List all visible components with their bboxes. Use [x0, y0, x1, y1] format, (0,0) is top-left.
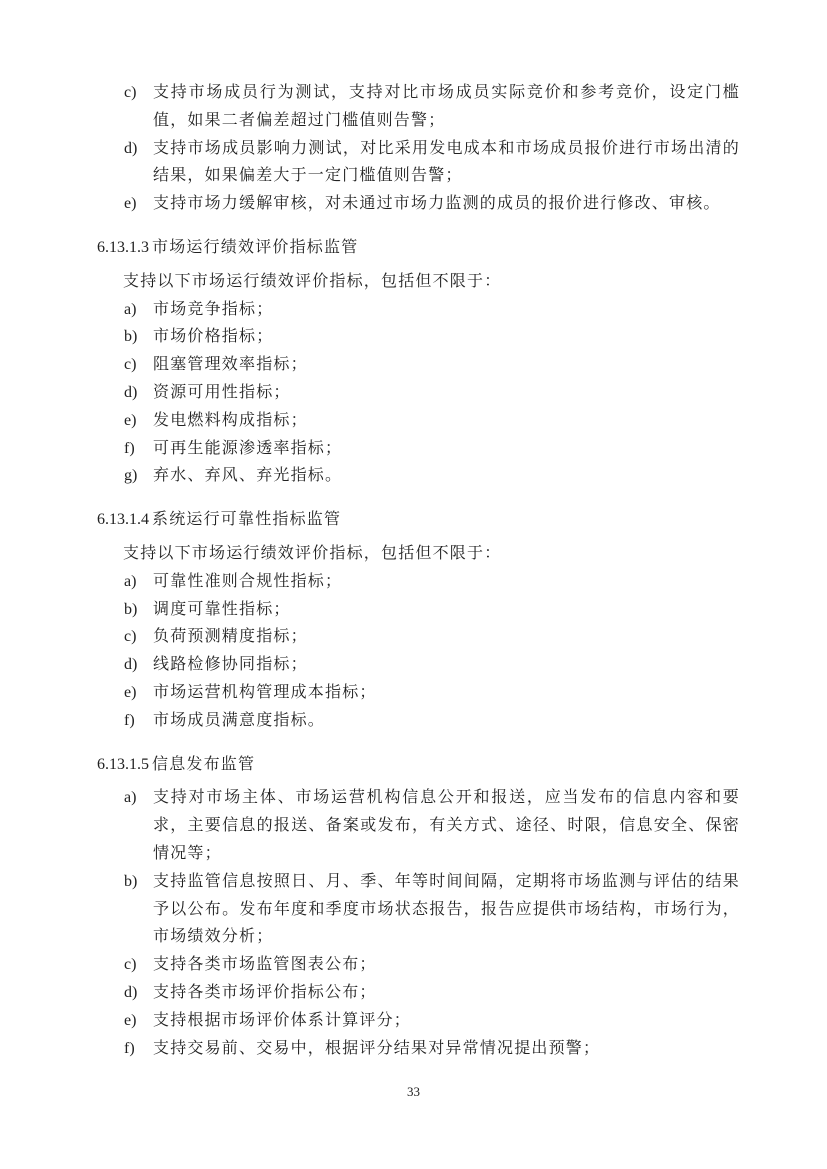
item-marker: c) — [124, 356, 137, 374]
item-marker: b) — [124, 328, 138, 346]
item-marker: e) — [124, 683, 137, 701]
item-text: 调度可靠性指标； — [153, 600, 291, 618]
section-title: 系统运行可靠性指标监管 — [152, 511, 342, 529]
list-item — [97, 379, 740, 407]
item-marker: d) — [124, 656, 138, 674]
item-text: 市场成员满意度指标。 — [153, 711, 326, 729]
item-marker: a) — [124, 789, 137, 807]
item-marker: c) — [124, 956, 137, 974]
list-item — [97, 323, 740, 351]
list-item — [97, 135, 740, 191]
list-item — [97, 651, 740, 679]
item-marker: f) — [124, 1039, 135, 1057]
list-item — [97, 407, 740, 435]
item-marker: c) — [124, 628, 137, 646]
item-marker: b) — [124, 872, 138, 890]
item-marker: g) — [124, 467, 138, 485]
item-text: 负荷预测精度指标； — [153, 628, 308, 646]
item-marker: b) — [124, 600, 138, 618]
item-text: 支持各类市场监管图表公布； — [153, 956, 377, 974]
list-item — [97, 568, 740, 596]
item-text: 支持对市场主体、市场运营机构信息公开和报送，应当发布的信息内容和要求，主要信息的报送、备案或发布，有关方式、途径、时限，信息安全、保密情况等； — [153, 789, 740, 862]
item-marker: c) — [124, 84, 137, 101]
list-item — [97, 1035, 740, 1063]
item-marker: f) — [124, 439, 135, 457]
list-item — [97, 979, 740, 1007]
item-text: 市场竞争指标； — [153, 300, 274, 318]
list-item — [97, 707, 740, 735]
section-heading — [97, 234, 740, 262]
section-title: 信息发布监管 — [152, 755, 256, 773]
section-number: 6.13.1.3 — [97, 238, 149, 256]
list-item — [97, 623, 740, 651]
item-text: 可再生能源渗透率指标； — [153, 439, 343, 457]
section-intro: 支持以下市场运行绩效评价指标，包括但不限于： — [123, 272, 502, 290]
item-text: 支持市场成员影响力测试，对比采用发电成本和市场成员报价进行市场出清的结果，如果偏差大于一定门槛值则告警； — [153, 139, 740, 185]
page-number: 33 — [407, 1084, 420, 1099]
list-item — [97, 435, 740, 463]
item-text: 可靠性准则合规性指标； — [153, 572, 343, 590]
item-text: 支持市场力缓解审核，对未通过市场力监测的成员的报价进行修改、审核。 — [153, 195, 721, 213]
item-text: 资源可用性指标； — [153, 383, 291, 401]
item-marker: a) — [124, 572, 137, 590]
list-item — [97, 784, 740, 867]
list-item — [97, 868, 740, 951]
item-marker: d) — [124, 983, 138, 1001]
item-text: 支持各类市场评价指标公布； — [153, 983, 377, 1001]
section-number: 6.13.1.5 — [97, 755, 149, 773]
list-item — [97, 596, 740, 624]
list-item — [97, 679, 740, 707]
section-title: 市场运行绩效评价指标监管 — [152, 238, 359, 256]
item-text: 支持根据市场评价体系计算评分； — [153, 1011, 412, 1029]
section-heading — [97, 506, 740, 534]
list-item — [97, 296, 740, 324]
list-item — [97, 79, 740, 135]
item-text: 弃水、弃风、弃光指标。 — [153, 467, 343, 485]
list-item — [97, 1007, 740, 1035]
item-text: 支持交易前、交易中，根据评分结果对异常情况提出预警； — [153, 1039, 601, 1057]
item-text: 支持市场成员行为测试，支持对比市场成员实际竞价和参考竞价，设定门槛值，如果二者偏差超过门槛值则告警； — [153, 84, 740, 129]
item-marker: a) — [124, 300, 137, 318]
section-intro: 支持以下市场运行绩效评价指标，包括但不限于： — [123, 544, 502, 562]
list-item — [97, 351, 740, 379]
item-text: 市场运营机构管理成本指标； — [153, 683, 377, 701]
item-marker: f) — [124, 711, 135, 729]
item-text: 线路检修协同指标； — [153, 656, 308, 674]
section-heading — [97, 751, 740, 779]
item-text: 市场价格指标； — [153, 328, 274, 346]
item-text: 阻塞管理效率指标； — [153, 356, 308, 374]
item-text: 发电燃料构成指标； — [153, 411, 308, 429]
item-marker: e) — [124, 411, 137, 429]
list-item — [97, 462, 740, 490]
section-number: 6.13.1.4 — [97, 511, 149, 529]
list-item — [97, 190, 740, 218]
item-marker: e) — [124, 195, 137, 213]
item-marker: e) — [124, 1011, 137, 1029]
item-marker: d) — [124, 139, 138, 157]
item-marker: d) — [124, 383, 138, 401]
item-text: 支持监管信息按照日、月、季、年等时间间隔，定期将市场监测与评估的结果予以公布。发布年度和季度市场状态报告，报告应提供市场结构，市场行为，市场绩效分析； — [153, 872, 740, 946]
list-item — [97, 951, 740, 979]
